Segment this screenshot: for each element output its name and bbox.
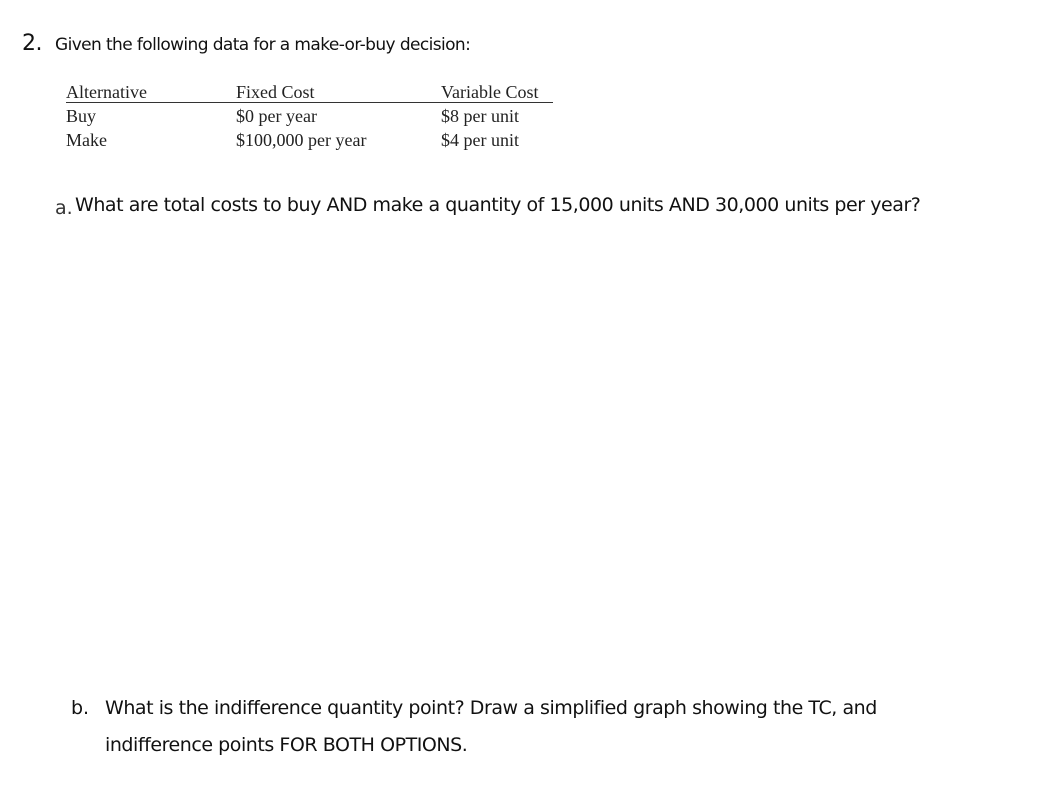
table-cell-make-variable: $4 per unit	[441, 130, 519, 150]
part-a-letter: a.	[55, 197, 73, 219]
table-cell-make-fixed: $100,000 per year	[236, 130, 367, 150]
question-number: 2.	[22, 31, 42, 56]
part-b-letter: b.	[71, 697, 90, 719]
table-cell-buy-fixed: $0 per year	[236, 106, 317, 126]
table-cell-buy-alternative: Buy	[66, 106, 97, 126]
part-b-question-line-2: indifference points FOR BOTH OPTIONS.	[105, 734, 468, 756]
table-header-rule	[66, 102, 553, 103]
question-stem: Given the following data for a make-or-buy decision:	[55, 35, 471, 55]
table-header-fixed-cost: Fixed Cost	[236, 82, 315, 102]
part-b-question-line-1: What is the indifference quantity point? Draw a simplified graph showing the TC, and	[105, 697, 877, 719]
part-a-question: What are total costs to buy AND make a quantity of 15,000 units AND 30,000 units per year?	[75, 194, 921, 216]
table-cell-make-alternative: Make	[66, 130, 107, 150]
table-header-alternative: Alternative	[66, 82, 147, 102]
table-header-variable-cost: Variable Cost	[441, 82, 539, 102]
table-cell-buy-variable: $8 per unit	[441, 106, 519, 126]
